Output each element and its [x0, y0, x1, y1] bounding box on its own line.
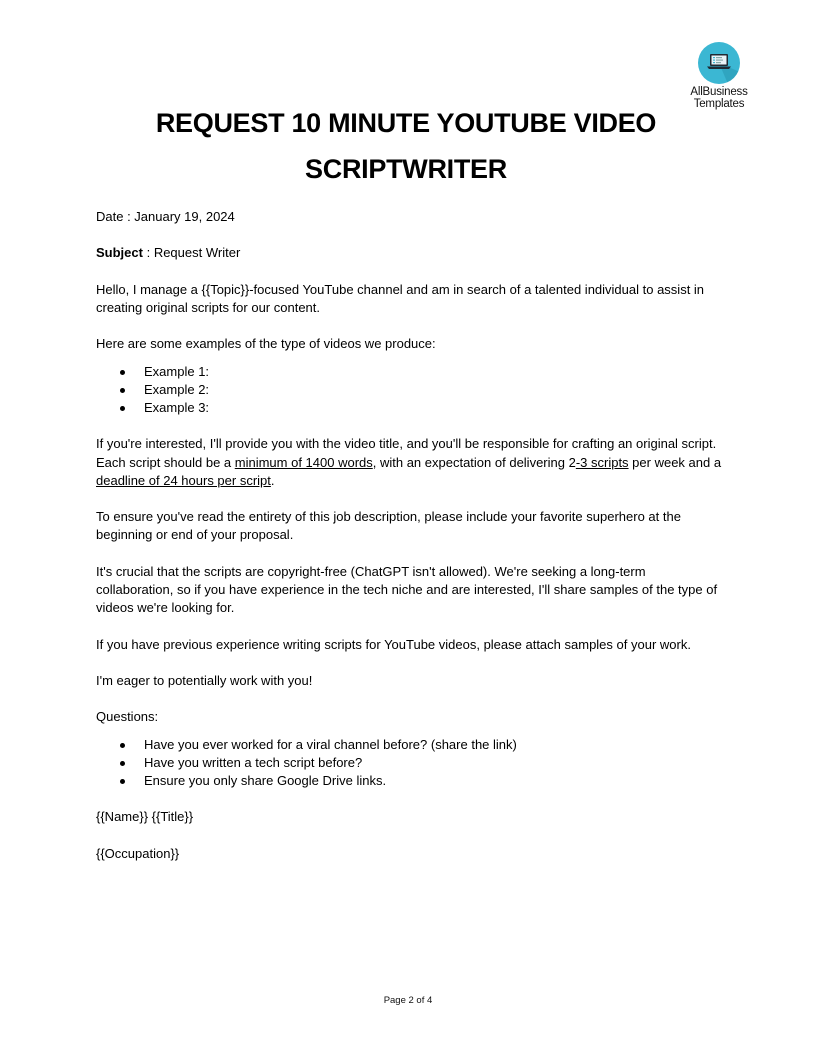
document-title	[96, 100, 716, 192]
page-number: Page 2 of 4	[383, 995, 433, 1006]
samples-paragraph: If you have previous experience writing scripts for YouTube videos, please attach samples of your work.	[96, 636, 691, 652]
closing-paragraph: I'm eager to potentially work with you!	[96, 672, 313, 688]
terms-text: If you're interested, I'll provide you with the video title, and you'll be responsible for crafting an original script. Each script should be a	[96, 436, 717, 470]
superhero-paragraph: To ensure you've read the entirety of this job description, please include your favorite superhero at the beginning or end of your proposal.	[96, 509, 681, 543]
questions-label: Questions:	[96, 709, 159, 725]
terms-paragraph	[96, 435, 726, 490]
terms-text: .	[270, 472, 275, 488]
list-item: Have you written a tech script before?	[96, 754, 726, 772]
signature-line-2: {{Occupation}}	[96, 845, 180, 861]
intro-paragraph: Hello, I manage a {{Topic}}-focused YouTube channel and am in search of a talented individual to assist in creating original scripts for our content.	[96, 281, 705, 315]
terms-text: per week and a	[628, 454, 722, 470]
copyright-paragraph: It's crucial that the scripts are copyright-free (ChatGPT isn't allowed). We're seeking a long-term collaboration, so if you have experience in the tech niche and are interested, I'll share samples of the type of videos we're looking for.	[96, 563, 718, 616]
logo-line-2: Templates	[693, 98, 745, 110]
subject-label: Subject	[96, 245, 143, 261]
subject-line	[96, 244, 726, 262]
logo-line-1: AllBusiness	[690, 86, 748, 98]
laptop-icon	[698, 42, 740, 84]
list-item: Ensure you only share Google Drive links.	[96, 772, 726, 790]
questions-list	[96, 736, 726, 791]
date-label: Date :	[96, 209, 135, 224]
signature-line-1: {{Name}} {{Title}}	[96, 809, 194, 825]
scripts-per-week-emphasis: -3 scripts	[575, 454, 629, 470]
deadline-emphasis: deadline of 24 hours per script	[96, 472, 271, 488]
list-item: Example 3:	[96, 399, 726, 417]
subject-separator: :	[142, 245, 154, 261]
examples-list	[96, 363, 726, 418]
min-words-emphasis: minimum of 1400 words	[234, 454, 373, 470]
list-item: Example 2:	[96, 381, 726, 399]
date-line	[96, 208, 726, 226]
document-body	[96, 208, 726, 881]
subject-value: Request Writer	[153, 245, 241, 261]
title-line-2: SCRIPTWRITER	[305, 154, 507, 184]
title-line-1: REQUEST 10 MINUTE YOUTUBE VIDEO	[155, 108, 657, 138]
examples-intro: Here are some examples of the type of videos we produce:	[96, 336, 436, 352]
date-value: January 19, 2024	[134, 209, 235, 224]
list-item: Example 1:	[96, 363, 726, 381]
terms-text: , with an expectation of delivering 2	[372, 454, 576, 470]
list-item: Have you ever worked for a viral channel before? (share the link)	[96, 736, 726, 754]
